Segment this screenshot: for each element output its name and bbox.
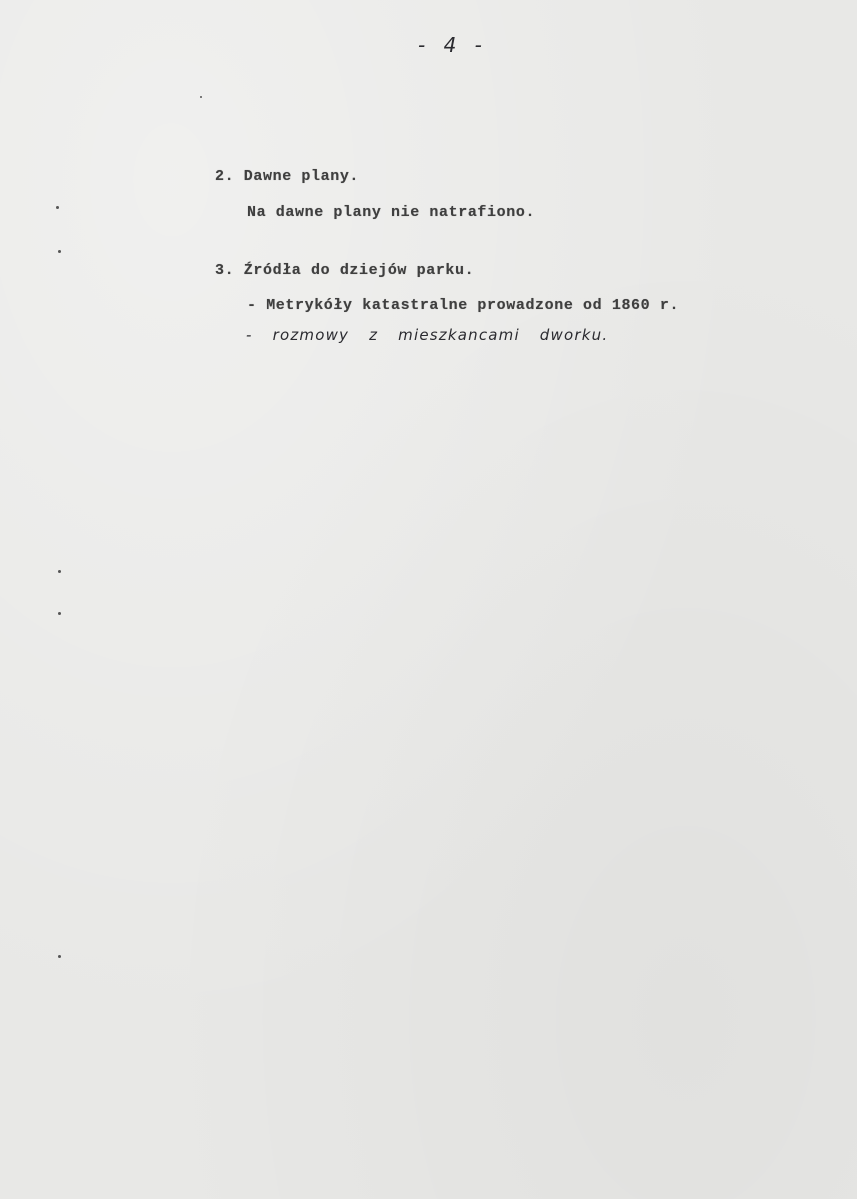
section-3-heading: 3. Źródła do dziejów parku. — [215, 262, 475, 279]
paper-speck — [58, 570, 61, 573]
section-2-text: Na dawne plany nie natrafiono. — [247, 204, 536, 221]
paper-speck — [56, 206, 59, 209]
paper-speck — [58, 612, 61, 615]
paper-speck — [58, 955, 61, 958]
section-2-heading: 2. Dawne plany. — [215, 168, 360, 185]
paper-speck — [200, 96, 202, 98]
section-3-list-item-typed: - Metrykóły katastralne prowadzone od 1860 r. — [247, 297, 680, 314]
page-number: - 4 - — [418, 33, 488, 57]
section-3-list-item-handwritten: - rozmowy z mieszkancami dworku. — [246, 326, 609, 344]
paper-speck — [58, 250, 61, 253]
